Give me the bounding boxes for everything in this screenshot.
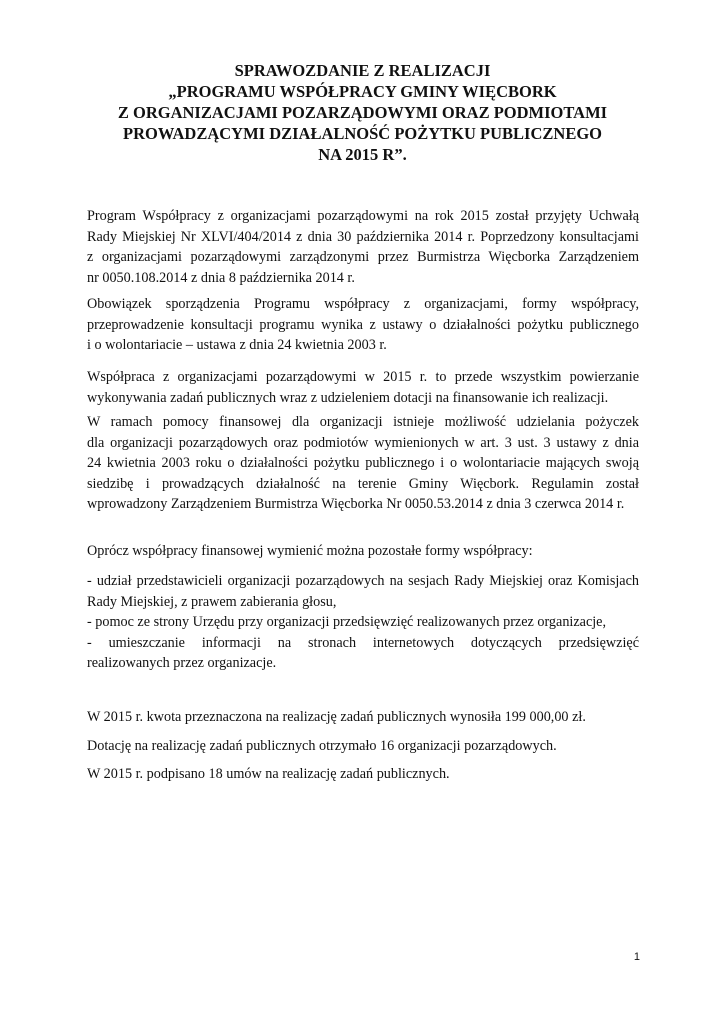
list-item: - udział przedstawicieli organizacji pozarządowych na sesjach Rady Miejskiej oraz Komisjach [87, 573, 639, 589]
text-line: W ramach pomocy finansowej dla organizacji istnieje możliwość udzielania pożyczek [87, 414, 639, 430]
title-line: SPRAWOZDANIE Z REALIZACJI [234, 61, 491, 80]
text-line: Rady Miejskiej Nr XLVI/404/2014 z dnia 30 października 2014 r. Poprzedzony konsultacjami [87, 228, 639, 245]
text-line: i o wolontariacie – ustawa z dnia 24 kwietnia 2003 r. [87, 337, 387, 353]
list-item: - pomoc ze strony Urzędu przy organizacji przedsięwzięć realizowanych przez organizacje, [87, 614, 607, 630]
title-line: Z ORGANIZACJAMI POZARZĄDOWYMI ORAZ PODMIOTAMI [117, 103, 608, 122]
report-title [60, 60, 665, 165]
title-line: „PROGRAMU WSPÓŁPRACY GMINY WIĘCBORK [168, 82, 557, 101]
text-line: Program Współpracy z organizacjami pozarządowymi na rok 2015 został przyjęty Uchwałą [87, 208, 639, 224]
page-number: 1 [633, 951, 640, 963]
paragraph-legal-basis [87, 294, 639, 356]
list-item-continuation: realizowanych przez organizacje. [87, 655, 277, 671]
text-line: nr 0050.108.2014 z dnia 8 października 2014 r. [87, 269, 355, 286]
text-line: W 2015 r. podpisano 18 umów na realizację zadań publicznych. [87, 766, 450, 782]
list-item-continuation: Rady Miejskiej, z prawem zabierania głosu, [87, 593, 337, 610]
paragraph-loans [87, 412, 639, 515]
paragraph-contracts-signed [87, 764, 639, 785]
text-line: 24 kwietnia 2003 roku o działalności pożytku publicznego i o wolontariacie mających swoją [87, 455, 639, 471]
paragraph-grant-recipients [87, 736, 639, 757]
text-line: Dotację na realizację zadań publicznych otrzymało 16 organizacji pozarządowych. [87, 738, 557, 754]
text-line: W 2015 r. kwota przeznaczona na realizację zadań publicznych wynosiła 199 000,00 zł. [87, 709, 586, 725]
text-line: przeprowadzenie konsultacji programu wynika z ustawy o działalności pożytku publicznego [87, 316, 639, 333]
paragraph-budget-amount [87, 707, 639, 728]
text-line: z organizacjami pozarządowymi zarządzonymi przez Burmistrza Więcborka Zarządzeniem [87, 249, 639, 265]
text-line: wprowadzony Zarządzeniem Burmistrza Więcborka Nr 0050.53.2014 z dnia 3 czerwca 2014 r. [87, 496, 625, 512]
text-line: Współpraca z organizacjami pozarządowymi w 2015 r. to przede wszystkim powierzanie [87, 369, 639, 385]
list-other-forms [87, 571, 639, 674]
list-item: - umieszczanie informacji na stronach internetowych dotyczących przedsięwzięć [87, 634, 639, 651]
title-line: NA 2015 R”. [318, 145, 407, 164]
title-line: PROWADZĄCYMI DZIAŁALNOŚĆ POŻYTKU PUBLICZNEGO [122, 124, 602, 143]
text-line: Obowiązek sporządzenia Programu współpracy z organizacjami, formy współpracy, [87, 296, 639, 312]
paragraph-other-forms-intro [87, 541, 639, 562]
text-line: dla organizacji pozarządowych oraz podmiotów wymienionych w art. 3 ust. 3 ustawy z dnia [87, 434, 639, 451]
text-line: wykonywania zadań publicznych wraz z udzieleniem dotacji na finansowanie ich realizacji. [87, 389, 609, 406]
text-line: siedzibę i prowadzących działalność na terenie Gminy Więcbork. Regulamin został [87, 475, 639, 492]
paragraph-cooperation-scope [87, 367, 639, 408]
text-line: Oprócz współpracy finansowej wymienić można pozostałe formy współpracy: [87, 543, 533, 559]
paragraph-program-adoption [87, 206, 639, 288]
